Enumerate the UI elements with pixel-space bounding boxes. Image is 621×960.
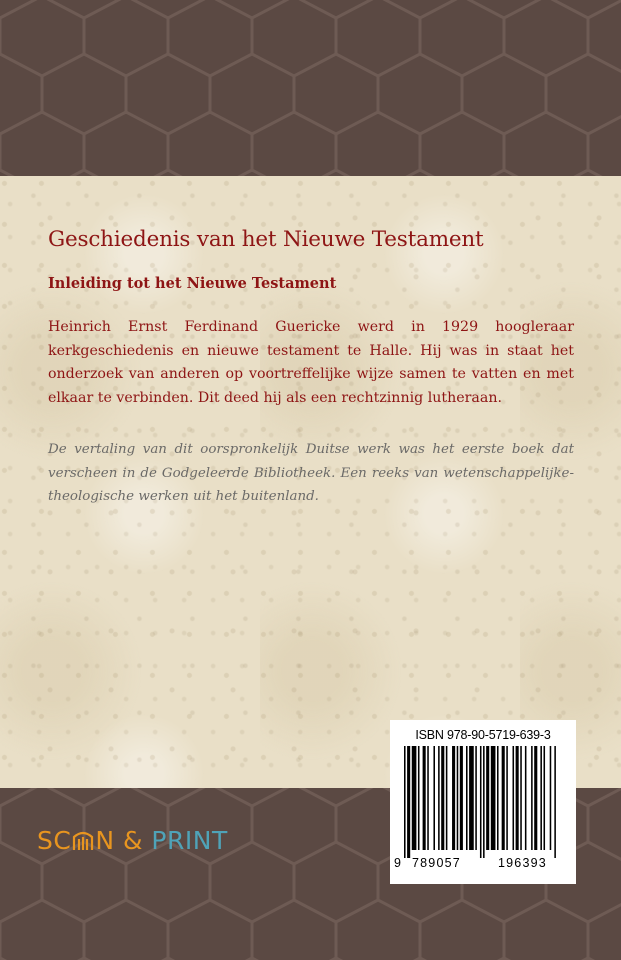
book-columns-icon bbox=[71, 828, 95, 852]
barcode-digits-right: 196393 bbox=[498, 856, 547, 870]
top-pattern-band bbox=[0, 0, 621, 176]
barcode-digit-first: 9 bbox=[394, 856, 401, 870]
series-paragraph: De vertaling van dit oorspronkelijk Duitse werk was het eerste boek dat verscheen in de Godgeleerde Bibliotheek. Een reeks van wetenschappelijke-theologische werken uit het buitenland. bbox=[48, 442, 574, 504]
publisher-logo bbox=[37, 826, 228, 855]
barcode-digits bbox=[390, 856, 576, 876]
top-pattern bbox=[0, 0, 621, 176]
description-paragraph: Heinrich Ernst Ferdinand Guericke werd in 1929 hoogleraar kerkgeschiedenis en nieuwe testament te Halle. Hij was in staat het onderzoek van anderen op voortreffelijke wijze samen te vatten en met elkaar te verbinden. Dit deed hij als een rechtzinnig lutheraan. bbox=[48, 319, 574, 406]
isbn-label: ISBN 978-90-5719-639-3 bbox=[415, 728, 551, 742]
logo-text-sc: SC bbox=[37, 826, 72, 855]
logo-text-print: PRINT bbox=[151, 826, 228, 855]
barcode-digits-left: 789057 bbox=[412, 856, 461, 870]
book-subtitle: Inleiding tot het Nieuwe Testament bbox=[48, 275, 337, 292]
barcode-panel bbox=[390, 720, 576, 884]
book-title: Geschiedenis van het Nieuwe Testament bbox=[48, 227, 484, 252]
barcode bbox=[390, 746, 576, 858]
logo-text-n: N & bbox=[95, 826, 152, 855]
